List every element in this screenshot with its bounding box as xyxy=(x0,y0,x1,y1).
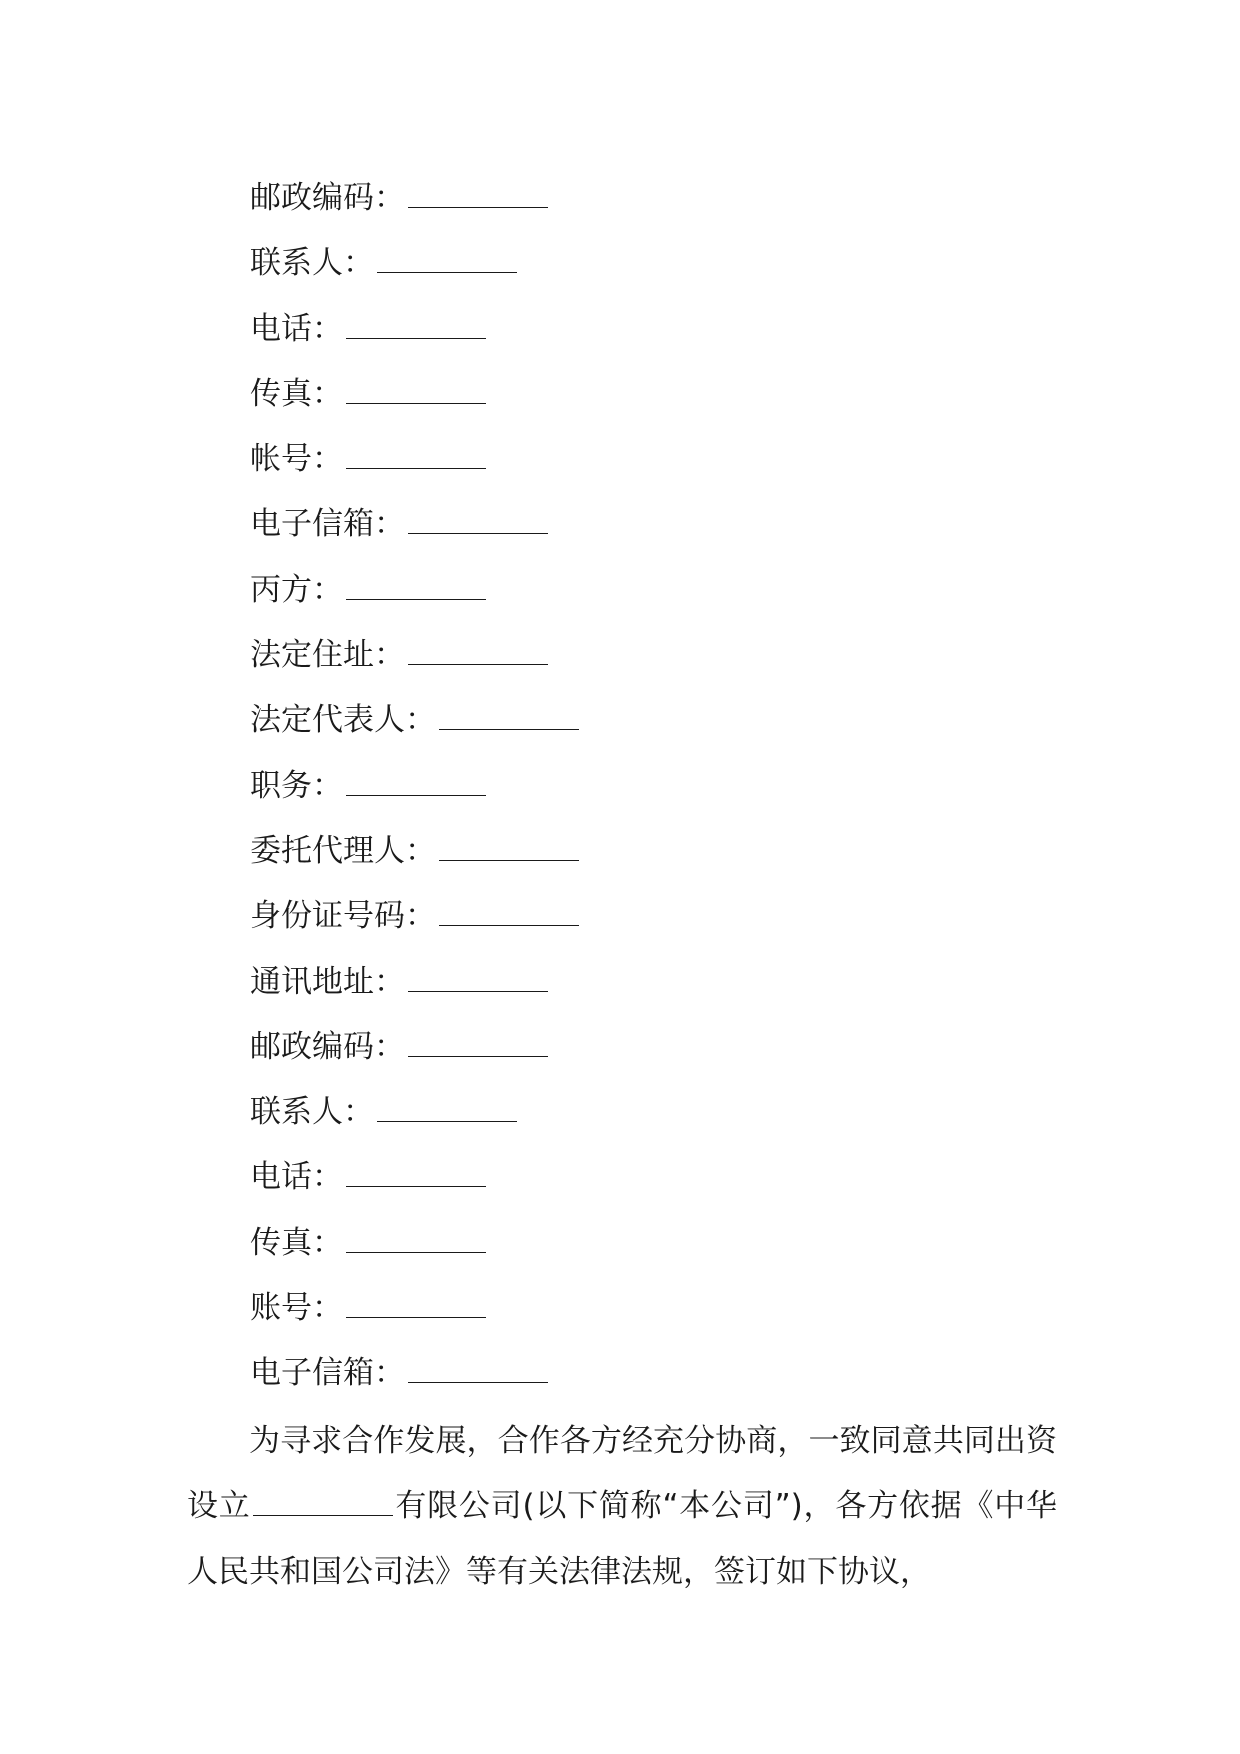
field-blank[interactable] xyxy=(408,1036,548,1057)
intro-text-part2: 有限公司(以下简称“本公司”)，各方依据《中华人民共和国公司法》等有关法律法规，签订如下协议， xyxy=(187,1488,1057,1590)
field-row xyxy=(250,558,1050,623)
field-colon: ： xyxy=(374,963,405,1000)
field-colon: ： xyxy=(343,1094,374,1131)
field-blank[interactable] xyxy=(346,775,486,796)
field-row xyxy=(250,754,1050,819)
field-row xyxy=(250,1211,1050,1276)
field-row xyxy=(250,688,1050,753)
field-blank[interactable] xyxy=(346,383,486,404)
field-row xyxy=(250,623,1050,688)
field-label: 职务 xyxy=(250,767,312,804)
field-blank[interactable] xyxy=(346,1297,486,1318)
field-colon: ： xyxy=(343,245,374,282)
field-blank[interactable] xyxy=(377,1101,517,1122)
field-label: 邮政编码 xyxy=(250,180,374,216)
field-colon: ： xyxy=(374,506,405,543)
field-label: 电子信箱 xyxy=(250,506,374,543)
party-info-fields xyxy=(250,166,1050,1407)
field-colon: ： xyxy=(374,1028,405,1065)
field-label: 联系人 xyxy=(250,245,343,282)
field-blank[interactable] xyxy=(408,971,548,992)
field-row xyxy=(250,1015,1050,1080)
field-row xyxy=(250,819,1050,884)
field-row xyxy=(250,950,1050,1015)
field-row xyxy=(250,1276,1050,1341)
field-colon: ： xyxy=(312,571,343,608)
field-colon: ： xyxy=(374,1355,405,1392)
field-colon: ： xyxy=(374,637,405,674)
field-label: 传真 xyxy=(250,1224,312,1261)
intro-text-part1: 为寻求合作发展，合作各方经充分协商，一致同意共同出资设立 xyxy=(187,1423,1057,1525)
field-label: 法定住址 xyxy=(250,637,374,674)
field-colon: ： xyxy=(374,180,405,216)
field-row xyxy=(250,1145,1050,1210)
field-label: 电子信箱 xyxy=(250,1355,374,1392)
field-colon: ： xyxy=(312,1224,343,1261)
field-blank[interactable] xyxy=(377,252,517,273)
field-colon: ： xyxy=(405,898,436,935)
field-blank[interactable] xyxy=(439,840,579,861)
field-colon: ： xyxy=(312,767,343,804)
field-row xyxy=(250,1341,1050,1406)
field-row xyxy=(250,1080,1050,1145)
field-blank[interactable] xyxy=(439,709,579,730)
field-label: 丙方 xyxy=(250,571,312,608)
field-colon: ： xyxy=(312,1159,343,1196)
field-blank[interactable] xyxy=(408,187,548,208)
field-blank[interactable] xyxy=(346,448,486,469)
field-label: 电话 xyxy=(250,310,312,347)
field-blank[interactable] xyxy=(346,1166,486,1187)
field-blank[interactable] xyxy=(439,905,579,926)
field-row xyxy=(250,166,1050,231)
field-label: 邮政编码 xyxy=(250,1028,374,1065)
field-label: 法定代表人 xyxy=(250,702,405,739)
field-row xyxy=(250,427,1050,492)
field-label: 联系人 xyxy=(250,1094,343,1131)
field-label: 电话 xyxy=(250,1159,312,1196)
field-row xyxy=(250,884,1050,949)
field-blank[interactable] xyxy=(346,1232,486,1253)
field-colon: ： xyxy=(312,441,343,478)
field-label: 身份证号码 xyxy=(250,898,405,935)
agreement-intro-paragraph xyxy=(187,1409,1057,1605)
field-blank[interactable] xyxy=(346,318,486,339)
field-row xyxy=(250,492,1050,557)
field-blank[interactable] xyxy=(346,579,486,600)
field-label: 传真 xyxy=(250,375,312,412)
company-name-blank[interactable] xyxy=(253,1495,393,1516)
field-label: 通讯地址 xyxy=(250,963,374,1000)
field-blank[interactable] xyxy=(408,513,548,534)
field-colon: ： xyxy=(405,702,436,739)
field-blank[interactable] xyxy=(408,644,548,665)
field-colon: ： xyxy=(405,832,436,869)
field-colon: ： xyxy=(312,1290,343,1327)
field-label: 帐号 xyxy=(250,441,312,478)
field-label: 委托代理人 xyxy=(250,832,405,869)
field-row xyxy=(250,362,1050,427)
field-row xyxy=(250,231,1050,296)
field-label: 账号 xyxy=(250,1290,312,1327)
field-row xyxy=(250,297,1050,362)
field-colon: ： xyxy=(312,375,343,412)
field-colon: ： xyxy=(312,310,343,347)
field-blank[interactable] xyxy=(408,1362,548,1383)
